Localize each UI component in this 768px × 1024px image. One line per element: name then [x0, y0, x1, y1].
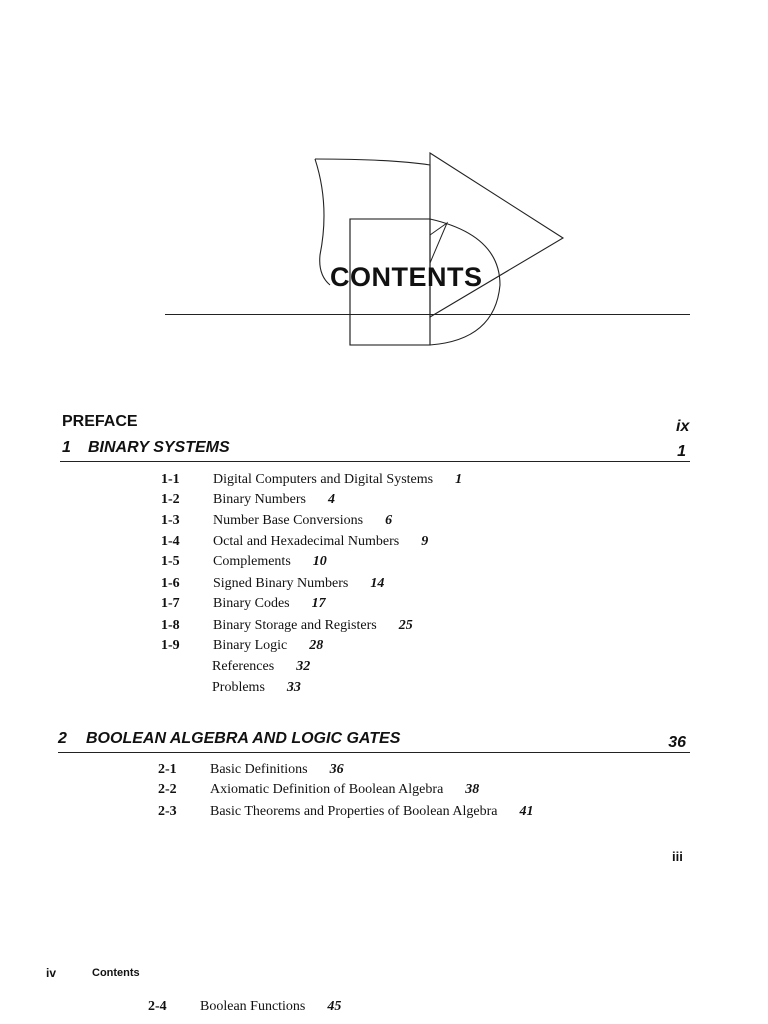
preface-page: ix — [676, 418, 690, 435]
section-number: 1-4 — [161, 534, 180, 549]
section-page: 6 — [385, 513, 393, 528]
section-number: 2-3 — [158, 804, 177, 819]
section-page: 33 — [286, 680, 301, 695]
chapter-1-heading — [62, 439, 690, 461]
section-page: 25 — [398, 618, 413, 633]
chapter-number: 2 — [58, 730, 67, 747]
section-title: Binary Numbers — [213, 492, 306, 507]
section-page: 45 — [327, 999, 342, 1014]
section-title: Axiomatic Definition of Boolean Algebra — [210, 782, 444, 797]
section-page: 4 — [327, 492, 335, 507]
section-title: Binary Codes — [213, 596, 290, 611]
section-number: 2-1 — [158, 762, 177, 777]
page-number: iii — [672, 849, 683, 864]
next-page-number: iv — [46, 966, 57, 980]
section-number: 1-3 — [161, 513, 180, 528]
contents-logo-graphic — [300, 145, 580, 355]
section-page: 9 — [421, 534, 429, 549]
section-number: 2-4 — [148, 999, 167, 1014]
section-page: 38 — [465, 782, 480, 797]
section-number: 1-1 — [161, 472, 180, 487]
section-page: 14 — [370, 576, 385, 591]
chapter-title: BINARY SYSTEMS — [88, 439, 230, 456]
chapter-1-rule — [60, 461, 690, 462]
section-title: References — [212, 659, 275, 674]
section-title: Number Base Conversions — [213, 513, 364, 528]
section-page: 17 — [311, 596, 326, 611]
running-head: Contents — [92, 967, 140, 979]
section-title: Problems — [212, 680, 265, 695]
section-number: 1-6 — [161, 576, 180, 591]
section-page: 10 — [312, 554, 327, 569]
chapter-2-heading — [58, 730, 690, 752]
heading-rule — [165, 314, 690, 315]
chapter-page: 36 — [668, 734, 686, 751]
section-page: 41 — [519, 804, 534, 819]
chapter-page: 1 — [677, 443, 686, 460]
section-number: 1-7 — [161, 596, 180, 611]
contents-heading: CONTENTS — [330, 262, 483, 292]
preface-label: PREFACE — [62, 413, 138, 430]
section-title: Octal and Hexadecimal Numbers — [213, 534, 400, 549]
chapter-2-rule — [58, 752, 690, 753]
section-title: Digital Computers and Digital Systems — [213, 472, 434, 487]
section-number: 1-5 — [161, 554, 180, 569]
section-number: 1-8 — [161, 618, 180, 633]
section-page: 1 — [455, 472, 463, 487]
section-number: 2-2 — [158, 782, 177, 797]
section-number: 1-2 — [161, 492, 180, 507]
section-title: Boolean Functions — [200, 999, 306, 1014]
section-page: 28 — [309, 638, 324, 653]
section-title: Complements — [213, 554, 291, 569]
section-title: Basic Theorems and Properties of Boolean Algebra — [210, 804, 498, 819]
section-page: 32 — [296, 659, 311, 674]
section-title: Binary Storage and Registers — [213, 618, 377, 633]
section-title: Binary Logic — [213, 638, 288, 653]
section-title: Signed Binary Numbers — [213, 576, 349, 591]
chapter-title: BOOLEAN ALGEBRA AND LOGIC GATES — [86, 730, 401, 747]
section-title: Basic Definitions — [210, 762, 308, 777]
section-number: 1-9 — [161, 638, 180, 653]
section-page: 36 — [329, 762, 344, 777]
chapter-number: 1 — [62, 439, 71, 456]
